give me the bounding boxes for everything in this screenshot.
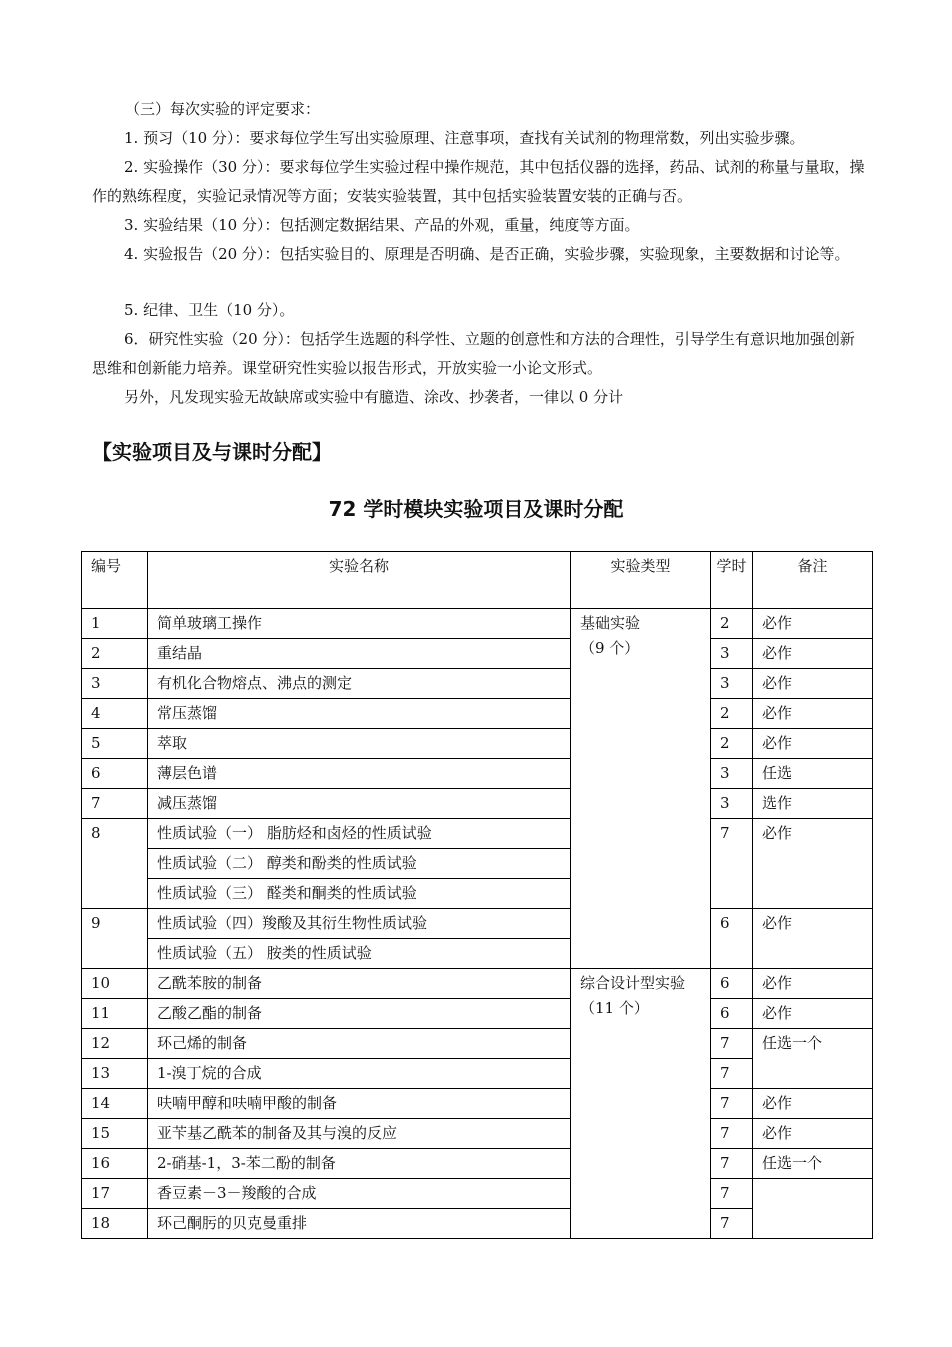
table-row: [82, 999, 873, 1029]
table-row: [82, 1179, 873, 1209]
requirements-note: 另外，凡发现实验无故缺席或实验中有臆造、涂改、抄袭者，一律以 0 分计: [124, 388, 624, 406]
experiment-name: 有机化合物熔点、沸点的测定: [148, 669, 571, 699]
table-row: [82, 909, 873, 939]
requirement-item-5: 5. 纪律、卫生（10 分）。: [124, 301, 295, 319]
section-title: 【实验项目及与课时分配】: [92, 440, 332, 464]
experiment-name: 性质试验（二） 醇类和酚类的性质试验: [148, 849, 571, 879]
table-row: [82, 669, 873, 699]
remark: 必作: [753, 909, 873, 969]
header-type: 实验类型: [571, 552, 711, 609]
experiment-name: 性质试验（三） 醛类和酮类的性质试验: [148, 879, 571, 909]
experiment-name: 简单玻璃工操作: [148, 609, 571, 639]
row-number: 8: [82, 819, 148, 909]
requirements-heading: （三）每次实验的评定要求：: [125, 100, 321, 118]
header-no: 编号: [82, 552, 148, 609]
hours: 7: [711, 1059, 753, 1089]
table-row: [82, 639, 873, 669]
hours: 7: [711, 1119, 753, 1149]
remark: 必作: [753, 639, 873, 669]
experiment-name: 呋喃甲醇和呋喃甲酸的制备: [148, 1089, 571, 1119]
header-remark: 备注: [753, 552, 873, 609]
table-title: 72 学时模块实验项目及课时分配: [328, 497, 624, 521]
hours: 3: [711, 789, 753, 819]
requirement-item-4: 4. 实验报告（20 分）：包括实验目的、原理是否明确、是否正确，实验步骤，实验现象，主要数据和讨论等。: [124, 245, 850, 263]
row-number: 5: [82, 729, 148, 759]
requirement-item-3: 3. 实验结果（10 分）：包括测定数据结果、产品的外观，重量，纯度等方面。: [124, 216, 640, 234]
row-number: 14: [82, 1089, 148, 1119]
table-row: [82, 1149, 873, 1179]
table-header-row: [82, 552, 873, 609]
hours: 6: [711, 909, 753, 969]
hours: 2: [711, 729, 753, 759]
experiment-name: 香豆素－3－羧酸的合成: [148, 1179, 571, 1209]
requirement-item-6: 6．研究性实验（20 分）：包括学生选题的科学性、立题的创意性和方法的合理性，引导学生有意识地加强创新思维和创新能力培养。课堂研究性实验以报告形式，开放实验一小论文形式。: [92, 330, 855, 377]
hours: 3: [711, 759, 753, 789]
table-row: [82, 609, 873, 639]
experiment-type: [571, 609, 711, 969]
remark: 必作: [753, 999, 873, 1029]
remark: 必作: [753, 669, 873, 699]
remark: 选作: [753, 789, 873, 819]
experiment-name: 性质试验（五） 胺类的性质试验: [148, 939, 571, 969]
requirement-item-2: 2. 实验操作（30 分）：要求每位学生实验过程中操作规范，其中包括仪器的选择，药品、试剂的称量与量取，操作的熟练程度，实验记录情况等方面；安装实验装置，其中包括实验装置安装的正确与否。: [92, 158, 865, 205]
hours: 7: [711, 1089, 753, 1119]
hours: 7: [711, 1209, 753, 1239]
row-number: 15: [82, 1119, 148, 1149]
remark: [753, 1179, 873, 1239]
experiment-name: 乙酸乙酯的制备: [148, 999, 571, 1029]
hours: 3: [711, 669, 753, 699]
table-row: [82, 969, 873, 999]
experiment-type: [571, 969, 711, 1239]
experiment-name: 环己酮肟的贝克曼重排: [148, 1209, 571, 1239]
hours: 2: [711, 609, 753, 639]
remark: 必作: [753, 1089, 873, 1119]
row-number: 6: [82, 759, 148, 789]
row-number: 9: [82, 909, 148, 969]
type-label: 综合设计型实验: [580, 974, 686, 992]
header-name: 实验名称: [148, 552, 571, 609]
table-row: [82, 699, 873, 729]
experiment-name: 重结晶: [148, 639, 571, 669]
row-number: 11: [82, 999, 148, 1029]
remark: 必作: [753, 699, 873, 729]
experiment-name: 2-硝基-1，3-苯二酚的制备: [148, 1149, 571, 1179]
hours: 7: [711, 1029, 753, 1059]
experiment-table: [81, 551, 873, 1239]
row-number: 12: [82, 1029, 148, 1059]
row-number: 10: [82, 969, 148, 999]
hours: 6: [711, 969, 753, 999]
hours: 2: [711, 699, 753, 729]
remark: 必作: [753, 609, 873, 639]
table-row: [82, 729, 873, 759]
experiment-name: 性质试验（四）羧酸及其衍生物性质试验: [148, 909, 571, 939]
hours: 7: [711, 819, 753, 909]
experiment-name: 减压蒸馏: [148, 789, 571, 819]
row-number: 18: [82, 1209, 148, 1239]
remark: 任选一个: [753, 1029, 873, 1089]
hours: 7: [711, 1179, 753, 1209]
hours: 3: [711, 639, 753, 669]
table-row: [82, 1029, 873, 1059]
row-number: 2: [82, 639, 148, 669]
experiment-name: 萃取: [148, 729, 571, 759]
type-count: （11 个）: [580, 999, 649, 1017]
row-number: 16: [82, 1149, 148, 1179]
experiment-name: 环己烯的制备: [148, 1029, 571, 1059]
table-row: [82, 1119, 873, 1149]
experiment-name: 乙酰苯胺的制备: [148, 969, 571, 999]
remark: 任选一个: [753, 1149, 873, 1179]
row-number: 7: [82, 789, 148, 819]
requirement-item-1: 1. 预习（10 分）：要求每位学生写出实验原理、注意事项，查找有关试剂的物理常数，列出实验步骤。: [124, 129, 805, 147]
hours: 6: [711, 999, 753, 1029]
table-row: [82, 759, 873, 789]
type-count: （9 个）: [580, 639, 640, 657]
table-row: [82, 1089, 873, 1119]
remark: 必作: [753, 819, 873, 909]
table-row: [82, 819, 873, 849]
row-number: 13: [82, 1059, 148, 1089]
header-hours: 学时: [711, 552, 753, 609]
experiment-name: 常压蒸馏: [148, 699, 571, 729]
remark: 必作: [753, 969, 873, 999]
row-number: 4: [82, 699, 148, 729]
experiment-name: 1-溴丁烷的合成: [148, 1059, 571, 1089]
row-number: 17: [82, 1179, 148, 1209]
row-number: 1: [82, 609, 148, 639]
hours: 7: [711, 1149, 753, 1179]
table-row: [82, 789, 873, 819]
experiment-name: 薄层色谱: [148, 759, 571, 789]
type-label: 基础实验: [580, 614, 641, 632]
experiment-name: 亚苄基乙酰苯的制备及其与溴的反应: [148, 1119, 571, 1149]
remark: 必作: [753, 729, 873, 759]
experiment-name: 性质试验（一） 脂肪烃和卤烃的性质试验: [148, 819, 571, 849]
remark: 任选: [753, 759, 873, 789]
remark: 必作: [753, 1119, 873, 1149]
table-body: [82, 609, 873, 1239]
row-number: 3: [82, 669, 148, 699]
